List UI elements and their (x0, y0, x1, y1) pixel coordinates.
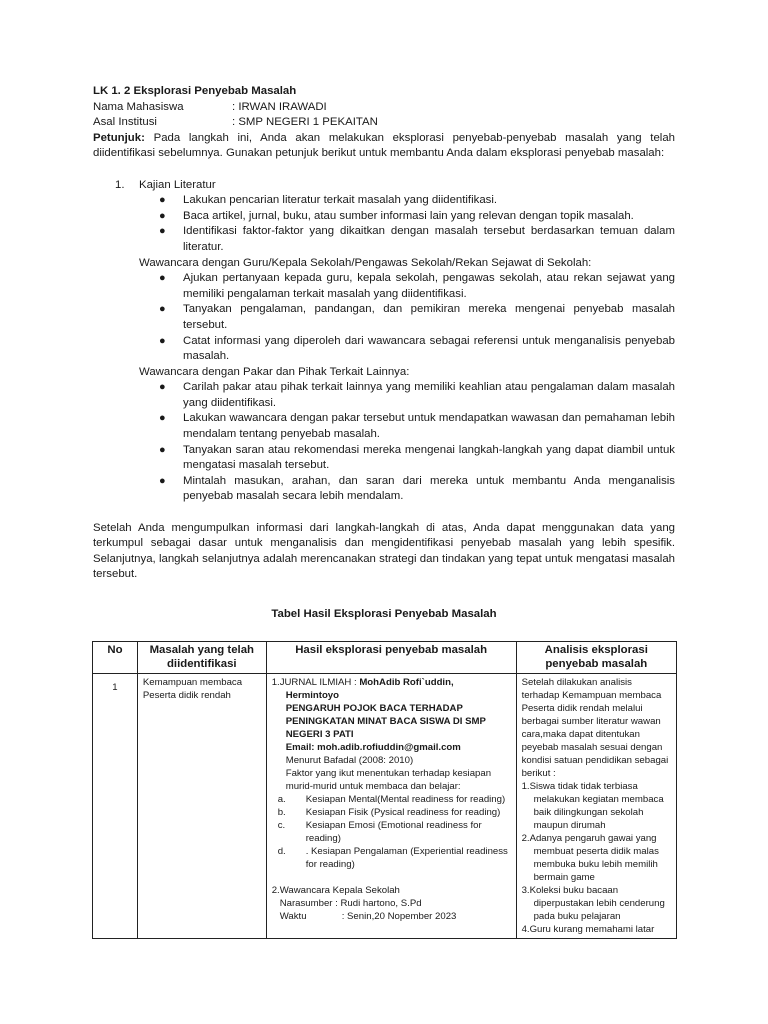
table-row (93, 674, 677, 939)
petunjuk-paragraph (93, 131, 675, 162)
bullet-icon: ● (159, 194, 166, 207)
asal-row (93, 115, 675, 131)
bullet-icon: ● (159, 381, 166, 394)
wawancara-guru-list (93, 271, 675, 365)
list-item: ● Catat informasi yang diperoleh dari wawancara sebagai referensi untuk menganalisis penyebab masalah. (159, 334, 675, 365)
jurnal-title: PENGARUH POJOK BACA TERHADAP PENINGKATAN MINAT BACA SISWA DI SMP NEGERI 3 PATI (285, 703, 486, 740)
document-body (93, 84, 675, 634)
document-title: LK 1. 2 Eksplorasi Penyebab Masalah (93, 85, 297, 97)
header-analisis: Analisis eksplorasi penyebab masalah (516, 642, 676, 674)
header-no: No (93, 642, 138, 674)
cell-hasil: 1.JURNAL ILMIAH : MohAdib Rofi`uddin, Hermintoyo PENGARUH POJOK BACA TERHADAP PENINGKATAN MINAT BACA SISWA DI SMP NEGERI 3 PATI Email: moh.adib.rofiuddin@gmail.com Menurut Bafadal (2008: 2010) Faktor yang ikut menentukan terhadap kesiapan murid-murid untuk membaca dan belajar: a. Kesiapan Mental(Mental readiness for reading) b. Kesiapan Fisik (Pysical readiness for reading) c. Kesiapan Emosi (Emotional readiness for reading) d. . Kesiapan Pengalaman (Experiential readiness for reading) 2.Wawancara Kepala Sekolah Narasumber : Rudi hartono, S.Pd Waktu : Senin,20 Nopember 2023 (266, 674, 516, 939)
header-hasil: Hasil eksplorasi penyebab masalah (266, 642, 516, 674)
hasil-eksplorasi-table (92, 641, 677, 939)
asal-value: : SMP NEGERI 1 PEKAITAN (232, 116, 378, 129)
asal-label: Asal Institusi (93, 116, 157, 129)
list-item: ● Identifikasi faktor-faktor yang dikaitkan dengan masalah tersebut berdasarkan temuan dalam literatur. (159, 224, 675, 255)
jurnal-email: Email: moh.adib.rofiuddin@gmail.com (285, 742, 461, 753)
list-item: ● Baca artikel, jurnal, buku, atau sumber informasi lain yang relevan dengan topik masalah. (159, 209, 675, 225)
list-item: ● Ajukan pertanyaan kepada guru, kepala sekolah, pengawas sekolah, atau rekan sejawat yang memiliki pengalaman terkait masalah yang diidentifikasi. (159, 271, 675, 302)
petunjuk-label: Petunjuk: (93, 131, 145, 144)
list-item: ● Carilah pakar atau pihak terkait lainnya yang memiliki keahlian atau pengalaman dalam masalah yang diidentifikasi. (159, 380, 675, 411)
bullet-icon: ● (159, 412, 166, 425)
table-header-row (93, 642, 677, 674)
nama-label: Nama Mahasiswa (93, 100, 184, 113)
list-item: ● Lakukan wawancara dengan pakar tersebut untuk mendapatkan wawasan dan pemahaman lebih mendalam tentang penyebab masalah. (159, 411, 675, 442)
factor-item: b. Kesiapan Fisik (Pysical readiness for reading) (277, 807, 501, 818)
list-item: ● Tanyakan pengalaman, pandangan, dan pemikiran mereka mengenai penyebab masalah tersebut. (159, 302, 675, 333)
factor-item: d. . Kesiapan Pengalaman (Experiential readiness for reading) (277, 846, 508, 870)
header-masalah: Masalah yang telah diidentifikasi (137, 642, 266, 674)
petunjuk-text: Pada langkah ini, Anda akan melakukan eksplorasi penyebab-penyebab masalah yang telah diidentifikasi sebelumnya. Gunakan petunjuk berikut untuk membantu Anda dalam eksplorasi penyebab masalah: (93, 131, 675, 160)
list-item: ● Tanyakan saran atau rekomendasi mereka mengenai langkah-langkah yang dapat diambil untuk mengatasi masalah tersebut. (159, 443, 675, 474)
bullet-icon: ● (159, 334, 166, 347)
bullet-icon: ● (159, 209, 166, 222)
section-number: 1. (115, 178, 125, 191)
cell-masalah: Kemampuan membaca Peserta didik rendah (137, 674, 266, 939)
section-wawancara-guru-title: Wawancara dengan Guru/Kepala Sekolah/Pengawas Sekolah/Rekan Sejawat di Sekolah: (139, 256, 592, 269)
closing-paragraph: Setelah Anda mengumpulkan informasi dari langkah-langkah di atas, Anda dapat menggunakan data yang terkumpul sebagai dasar untuk menganalisis dan mengidentifikasi penyebab masalah yang lebih spesifik. Selanjutnya, langkah selanjutnya adalah merencanakan strategi dan tindakan yang tepat untuk mengatasi masalah tersebut. (93, 521, 675, 581)
bullet-icon: ● (159, 474, 166, 487)
bullet-icon: ● (159, 272, 166, 285)
section-title: Kajian Literatur (139, 178, 216, 191)
table-caption: Tabel Hasil Eksplorasi Penyebab Masalah (271, 608, 497, 620)
list-item: ● Lakukan pencarian literatur terkait masalah yang diidentifikasi. (159, 193, 675, 209)
cell-analisis: Setelah dilakukan analisis terhadap Kemampuan membaca Peserta didik rendah melalui berbagai sumber literatur wawan cara,maka dapat ditentukan peyebab masalah sesuai dengan kondisi satuan pendidikan sebagai berikut : 1.Siswa tidak tidak terbiasa melakukan kegiatan membaca baik dilingkungan sekolah maupun dirumah 2.Adanya pengaruh gawai yang membuat peserta didik malas membuka buku lebih memilih bermain game 3.Koleksi buku bacaan diperpustakan lebih cenderung pada buku pelajaran 4.Guru kurang memahami latar (516, 674, 676, 939)
factor-item: c. Kesiapan Emosi (Emotional readiness for reading) (277, 820, 482, 844)
literatur-list (93, 193, 675, 255)
nama-value: : IRWAN IRAWADI (232, 100, 327, 113)
bullet-icon: ● (159, 303, 166, 316)
bullet-icon: ● (159, 443, 166, 456)
bullet-icon: ● (159, 225, 166, 238)
wawancara-pakar-list (93, 380, 675, 505)
list-item: ● Mintalah masukan, arahan, dan saran dari mereka untuk membantu Anda menganalisis penyebab masalah secara lebih mendalam. (159, 474, 675, 505)
cell-no: 1 (93, 674, 138, 939)
section-kajian-literatur (93, 178, 675, 194)
factor-item: a. Kesiapan Mental(Mental readiness for reading) (277, 794, 506, 805)
nama-row (93, 100, 675, 116)
section-wawancara-pakar-title: Wawancara dengan Pakar dan Pihak Terkait Lainnya: (139, 365, 410, 378)
